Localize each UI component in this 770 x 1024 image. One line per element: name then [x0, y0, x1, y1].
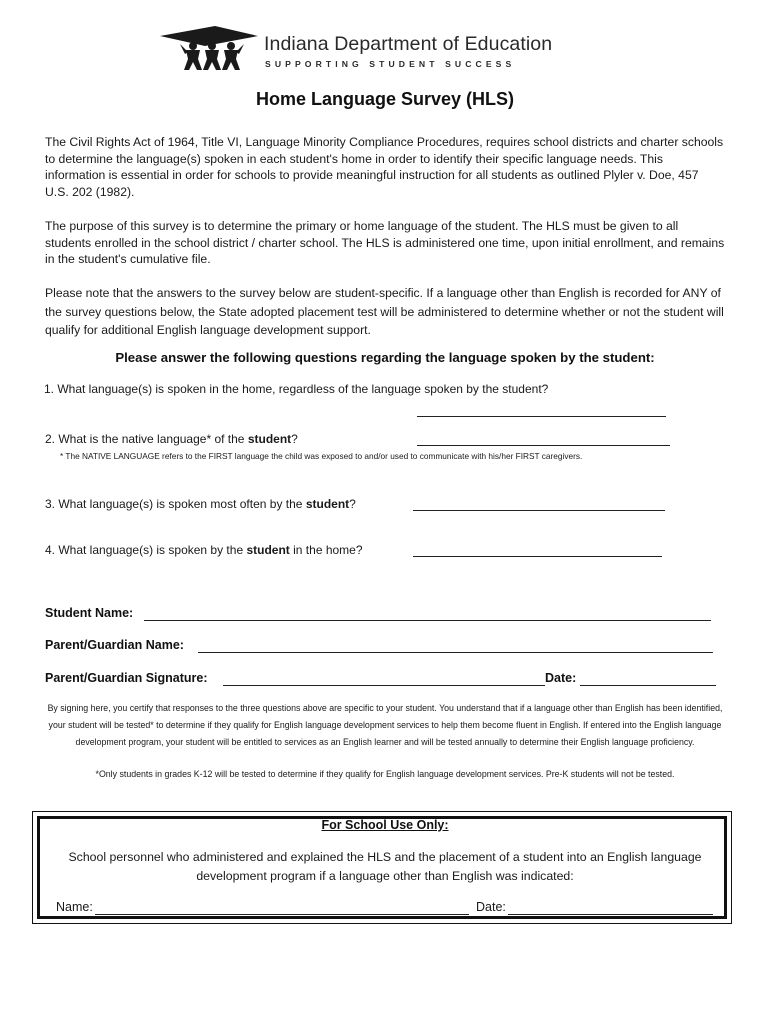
graduation-cap-figures-icon	[160, 26, 258, 72]
doe-logo	[160, 26, 580, 76]
intro-paragraph-2: The purpose of this survey is to determine the primary or home language of the student. The HLS must be given to all students enrolled in the school district / charter school. The HLS is administered one time, upon initial enrollment, and remains in the student's cumulative file.	[45, 219, 725, 266]
org-tagline: SUPPORTING STUDENT SUCCESS	[265, 59, 516, 69]
answer-line-2[interactable]	[417, 445, 670, 446]
school-date-label: Date:	[476, 900, 506, 914]
school-date-line[interactable]	[508, 914, 713, 915]
parent-name-line[interactable]	[198, 652, 713, 653]
native-language-footnote: * The NATIVE LANGUAGE refers to the FIRST language the child was exposed to and/or used to communicate with his/her FIRST caregivers.	[60, 451, 583, 461]
date-label: Date:	[545, 671, 577, 685]
parent-signature-line[interactable]	[223, 685, 545, 686]
student-name-label: Student Name:	[45, 606, 134, 620]
answer-line-4[interactable]	[413, 556, 662, 557]
question-4: 4. What language(s) is spoken by the student in the home?	[45, 543, 363, 557]
date-line[interactable]	[580, 685, 716, 686]
question-1: 1. What language(s) is spoken in the home, regardless of the language spoken by the student?	[44, 382, 549, 396]
intro-paragraph-3: Please note that the answers to the survey below are student-specific. If a language other than English is recorded for ANY of the survey questions below, the State adopted placement test will be administered to determine whether or not the student will qualify for additional English language development support.	[45, 286, 724, 337]
school-name-label: Name:	[56, 900, 93, 914]
student-name-line[interactable]	[144, 620, 711, 621]
certification-text: By signing here, you certify that responses to the three questions above are specific to your student. You understand that if a language other than English has been identified, your student will be tested* to determine if they qualify for English language development services to help them become fluent in English. If entered into the English language development program, your student will be entitled to services as an English learner and will be tested annually to determine their English language proficiency.	[47, 703, 723, 747]
parent-name-label: Parent/Guardian Name:	[45, 638, 184, 652]
question-2: 2. What is the native language* of the student?	[45, 432, 298, 446]
parent-signature-label: Parent/Guardian Signature:	[45, 671, 208, 685]
org-name: Indiana Department of Education	[264, 33, 553, 55]
intro-paragraph-1: The Civil Rights Act of 1964, Title VI, Language Minority Compliance Procedures, requires school districts and charter schools to determine the language(s) spoken in each student's home in order to identify their specific language needs. This information is essential in order for schools to provide meaningful instruction for all students as outlined Plyler v. Doe, 457 U.S. 202 (1982).	[45, 135, 724, 199]
questions-heading: Please answer the following questions regarding the language spoken by the student:	[115, 350, 655, 365]
page-title: Home Language Survey (HLS)	[255, 89, 515, 109]
answer-line-1[interactable]	[417, 416, 666, 417]
school-use-text: School personnel who administered and explained the HLS and the placement of a student into an English language development program if a language other than English was indicated:	[68, 850, 702, 883]
answer-line-3[interactable]	[413, 510, 665, 511]
question-3: 3. What language(s) is spoken most often by the student?	[45, 497, 356, 511]
school-use-title: For School Use Only:	[321, 818, 449, 832]
school-name-line[interactable]	[95, 914, 469, 915]
grades-note: *Only students in grades K-12 will be tested to determine if they qualify for English language development services. Pre-K students will not be tested.	[95, 769, 675, 779]
